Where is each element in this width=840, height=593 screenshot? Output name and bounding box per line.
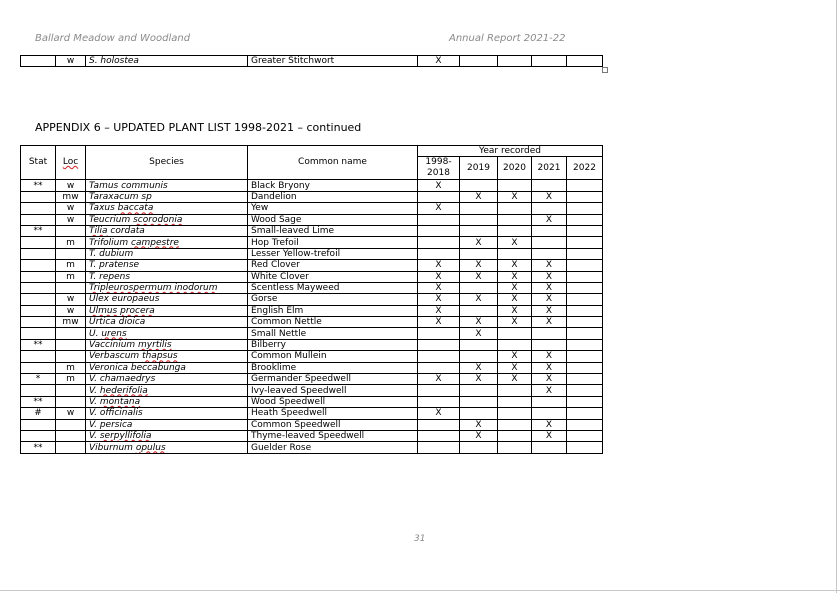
stat-cell: ** — [21, 180, 56, 191]
page-edge-right — [836, 0, 837, 593]
table-row — [21, 294, 603, 305]
species-cell: Taxus baccata — [86, 203, 248, 214]
year-cell — [567, 214, 603, 225]
table-row — [21, 351, 603, 362]
common-name-cell: Small-leaved Lime — [248, 225, 418, 236]
species-cell: Veronica beccabunga — [86, 362, 248, 373]
loc-cell — [56, 351, 86, 362]
table-row — [21, 339, 603, 350]
spellcheck-flagged-word: montana — [99, 397, 141, 407]
header-row-group — [21, 146, 603, 157]
common-name-cell: Brooklime — [248, 362, 418, 373]
page-number: 31 — [414, 534, 426, 544]
table-row — [21, 442, 603, 453]
table-row — [21, 385, 603, 396]
year-cell — [460, 180, 498, 191]
year-cell: X — [418, 271, 460, 282]
stat-cell — [21, 260, 56, 271]
stat-cell — [21, 294, 56, 305]
loc-cell: w — [56, 294, 86, 305]
species-cell: T. repens — [86, 271, 248, 282]
loc-cell — [56, 430, 86, 441]
stat-cell — [21, 203, 56, 214]
year-cell — [567, 191, 603, 202]
table-row — [21, 214, 603, 225]
continued-table-fragment — [20, 55, 603, 67]
species-cell: Viburnum opulus — [86, 442, 248, 453]
year-cell: X — [532, 191, 567, 202]
year-cell: X — [532, 260, 567, 271]
spellcheck-flagged-word: scorodonia — [133, 214, 183, 225]
year-cell — [498, 248, 532, 259]
stat-cell: ** — [21, 339, 56, 350]
year-cell — [418, 351, 460, 362]
common-name-cell: Hop Trefoil — [248, 237, 418, 248]
year-cell — [567, 396, 603, 407]
year-cell — [418, 362, 460, 373]
loc-cell: mw — [56, 191, 86, 202]
year-cell — [418, 339, 460, 350]
stat-cell — [21, 362, 56, 373]
spellcheck-flagged-word: serpyllifolia — [99, 431, 152, 442]
year-cell — [460, 385, 498, 396]
year-cell — [418, 385, 460, 396]
year-cell — [532, 339, 567, 350]
stat-cell — [21, 237, 56, 248]
year-cell: X — [498, 374, 532, 385]
year-cell — [498, 339, 532, 350]
year-cell — [567, 385, 603, 396]
year-cell — [532, 442, 567, 453]
stat-cell — [21, 305, 56, 316]
year-cell — [498, 180, 532, 191]
stat-cell — [21, 419, 56, 430]
species-cell: Tilia cordata — [86, 225, 248, 236]
year-cell — [532, 237, 567, 248]
species-cell: Taraxacum sp — [86, 191, 248, 202]
year-cell — [567, 271, 603, 282]
year-cell — [460, 56, 498, 67]
stat-cell: # — [21, 408, 56, 419]
column-header-2021: 2021 — [532, 157, 567, 180]
year-cell — [567, 248, 603, 259]
common-name-cell: Small Nettle — [248, 328, 418, 339]
common-name-cell: Wood Sage — [248, 214, 418, 225]
table-row — [21, 362, 603, 373]
running-header-left: Ballard Meadow and Woodland — [35, 33, 191, 44]
loc-cell: m — [56, 237, 86, 248]
year-cell — [418, 237, 460, 248]
loc-cell: m — [56, 260, 86, 271]
year-cell — [567, 180, 603, 191]
stat-cell: ** — [21, 442, 56, 453]
year-cell — [460, 442, 498, 453]
year-cell — [498, 396, 532, 407]
table-row — [21, 271, 603, 282]
spellcheck-flagged-word: Tripleurospermum inodorum — [89, 283, 218, 294]
loc-cell: w — [56, 214, 86, 225]
loc-cell — [56, 248, 86, 259]
year-cell: X — [532, 351, 567, 362]
species-cell: V. hederifolia — [86, 385, 248, 396]
year-cell: X — [532, 305, 567, 316]
column-header-year-recorded: Year recorded — [418, 146, 603, 157]
year-range-start: 1998- — [425, 157, 452, 168]
stat-cell: * — [21, 374, 56, 385]
year-cell — [532, 248, 567, 259]
year-cell: X — [460, 419, 498, 430]
common-name-cell: White Clover — [248, 271, 418, 282]
spellcheck-flagged-word: hederifolia — [99, 385, 148, 396]
year-cell — [567, 260, 603, 271]
year-cell: X — [498, 271, 532, 282]
table-row — [21, 203, 603, 214]
year-cell — [498, 225, 532, 236]
year-cell — [567, 408, 603, 419]
year-cell — [567, 430, 603, 441]
year-cell — [567, 203, 603, 214]
year-cell — [567, 56, 603, 67]
year-cell — [460, 214, 498, 225]
table-row — [21, 374, 603, 385]
year-cell: X — [498, 351, 532, 362]
year-cell — [498, 442, 532, 453]
spellcheck-flagged-word: campestre — [131, 237, 179, 248]
year-cell: X — [498, 237, 532, 248]
stat-cell — [21, 56, 56, 67]
year-cell: X — [498, 282, 532, 293]
year-cell — [567, 317, 603, 328]
year-cell: X — [460, 362, 498, 373]
spellcheck-flagged-word: opulus — [135, 442, 166, 453]
year-cell: X — [532, 430, 567, 441]
year-cell — [498, 203, 532, 214]
common-name-cell: Bilberry — [248, 339, 418, 350]
year-cell: X — [418, 260, 460, 271]
column-header-species: Species — [86, 146, 248, 180]
common-name-cell: Scentless Mayweed — [248, 282, 418, 293]
table-row — [21, 430, 603, 441]
year-cell — [460, 282, 498, 293]
year-cell — [567, 305, 603, 316]
species-cell: Verbascum thapsus — [86, 351, 248, 362]
loc-header-label: Loc — [62, 157, 79, 168]
year-cell — [567, 362, 603, 373]
year-cell: X — [532, 271, 567, 282]
common-name-cell: Dandelion — [248, 191, 418, 202]
table-row — [21, 282, 603, 293]
year-cell — [418, 396, 460, 407]
year-cell — [567, 282, 603, 293]
species-cell: V. serpyllifolia — [86, 430, 248, 441]
column-header-2020: 2020 — [498, 157, 532, 180]
stat-cell — [21, 214, 56, 225]
year-cell — [498, 419, 532, 430]
loc-cell — [56, 339, 86, 350]
common-name-cell: Ivy-leaved Speedwell — [248, 385, 418, 396]
year-cell — [567, 237, 603, 248]
loc-cell: m — [56, 362, 86, 373]
stat-cell — [21, 191, 56, 202]
common-name-cell: Yew — [248, 203, 418, 214]
species-cell — [86, 282, 248, 293]
year-cell: X — [532, 362, 567, 373]
year-cell — [460, 305, 498, 316]
table-row — [21, 328, 603, 339]
year-cell: X — [498, 305, 532, 316]
year-cell — [460, 351, 498, 362]
loc-cell — [56, 419, 86, 430]
year-cell: X — [460, 271, 498, 282]
year-cell: X — [532, 317, 567, 328]
year-cell — [460, 408, 498, 419]
year-cell — [418, 214, 460, 225]
year-cell — [567, 419, 603, 430]
loc-cell: w — [56, 56, 86, 67]
loc-cell: w — [56, 305, 86, 316]
year-cell: X — [532, 294, 567, 305]
spellcheck-flagged-word: Ulmus procera — [89, 305, 155, 316]
spellcheck-flagged-word: Tilia — [89, 226, 108, 237]
table-row — [21, 317, 603, 328]
year-cell: X — [532, 385, 567, 396]
stat-cell — [21, 351, 56, 362]
year-cell: X — [418, 305, 460, 316]
column-header-loc — [56, 146, 86, 180]
year-cell: X — [460, 317, 498, 328]
year-cell: X — [418, 56, 460, 67]
common-name-cell: Greater Stitchwort — [248, 56, 418, 67]
common-name-cell: Black Bryony — [248, 180, 418, 191]
year-cell — [567, 374, 603, 385]
year-cell — [498, 408, 532, 419]
plant-list-table — [20, 145, 603, 454]
stat-cell — [21, 282, 56, 293]
common-name-cell: English Elm — [248, 305, 418, 316]
stat-cell — [21, 328, 56, 339]
year-cell: X — [460, 430, 498, 441]
year-cell: X — [418, 203, 460, 214]
common-name-cell: Gorse — [248, 294, 418, 305]
year-cell: X — [418, 294, 460, 305]
year-cell: X — [532, 374, 567, 385]
species-cell: T. pratense — [86, 260, 248, 271]
loc-cell — [56, 442, 86, 453]
year-range-end: 2018 — [427, 168, 450, 179]
table-row — [21, 305, 603, 316]
year-cell — [418, 430, 460, 441]
year-cell: X — [418, 317, 460, 328]
year-cell — [418, 225, 460, 236]
table-row — [21, 260, 603, 271]
running-header-right: Annual Report 2021-22 — [449, 33, 566, 44]
year-cell: X — [460, 260, 498, 271]
spellcheck-flagged-word: baccata — [117, 203, 154, 214]
table-row — [21, 248, 603, 259]
year-cell — [532, 56, 567, 67]
loc-cell: w — [56, 408, 86, 419]
common-name-cell: Thyme-leaved Speedwell — [248, 430, 418, 441]
stat-cell — [21, 271, 56, 282]
year-cell: X — [460, 328, 498, 339]
year-cell: X — [498, 294, 532, 305]
year-cell: X — [460, 237, 498, 248]
species-cell: Ulex europaeus — [86, 294, 248, 305]
year-cell — [460, 396, 498, 407]
species-cell: Teucrium scorodonia — [86, 214, 248, 225]
table-row — [21, 225, 603, 236]
common-name-cell: Common Mullein — [248, 351, 418, 362]
year-cell: X — [418, 374, 460, 385]
year-cell — [567, 442, 603, 453]
year-cell — [567, 328, 603, 339]
loc-cell: w — [56, 180, 86, 191]
table-row — [21, 180, 603, 191]
year-cell — [498, 328, 532, 339]
year-cell — [418, 248, 460, 259]
common-name-cell: Guelder Rose — [248, 442, 418, 453]
year-cell — [498, 385, 532, 396]
year-cell — [418, 442, 460, 453]
year-cell: X — [460, 191, 498, 202]
species-cell: Trifolium campestre — [86, 237, 248, 248]
stat-cell — [21, 430, 56, 441]
common-name-cell: Red Clover — [248, 260, 418, 271]
common-name-cell: Lesser Yellow-trefoil — [248, 248, 418, 259]
year-cell: X — [498, 260, 532, 271]
spellcheck-flagged-word: myrtilis — [138, 340, 172, 351]
stat-cell — [21, 385, 56, 396]
species-cell: V. montana — [86, 396, 248, 407]
common-name-cell: Wood Speedwell — [248, 396, 418, 407]
year-cell: X — [418, 180, 460, 191]
table-row — [21, 419, 603, 430]
loc-cell — [56, 328, 86, 339]
year-cell: X — [418, 282, 460, 293]
year-cell — [532, 203, 567, 214]
year-cell — [532, 225, 567, 236]
year-cell: X — [532, 214, 567, 225]
year-cell — [460, 248, 498, 259]
common-name-cell: Common Nettle — [248, 317, 418, 328]
year-cell — [532, 396, 567, 407]
common-name-cell: Heath Speedwell — [248, 408, 418, 419]
species-cell: Urtica dioica — [86, 317, 248, 328]
species-cell: S. holostea — [86, 56, 248, 67]
year-cell — [567, 294, 603, 305]
column-header-common-name: Common name — [248, 146, 418, 180]
table-row — [21, 56, 603, 67]
loc-cell: mw — [56, 317, 86, 328]
spellcheck-flagged-word: urens — [101, 328, 127, 339]
year-cell — [567, 339, 603, 350]
year-cell — [460, 203, 498, 214]
spellcheck-flagged-word: thapsus — [142, 351, 178, 362]
table-row — [21, 191, 603, 202]
year-cell — [532, 408, 567, 419]
year-cell — [532, 328, 567, 339]
species-cell: V. chamaedrys — [86, 374, 248, 385]
plant-list-body — [21, 180, 603, 453]
table-row — [21, 237, 603, 248]
year-cell: X — [532, 419, 567, 430]
year-cell: X — [460, 294, 498, 305]
year-cell — [418, 328, 460, 339]
loc-cell: m — [56, 271, 86, 282]
year-cell — [532, 180, 567, 191]
species-cell — [86, 305, 248, 316]
table-row — [21, 396, 603, 407]
column-header-1998-2018 — [418, 157, 460, 180]
loc-cell — [56, 385, 86, 396]
species-cell: Vaccinium myrtilis — [86, 339, 248, 350]
year-cell: X — [498, 191, 532, 202]
species-cell: U. urens — [86, 328, 248, 339]
table-row — [21, 408, 603, 419]
loc-cell: w — [56, 203, 86, 214]
loc-cell — [56, 396, 86, 407]
stat-cell — [21, 317, 56, 328]
stat-cell: ** — [21, 225, 56, 236]
loc-cell — [56, 225, 86, 236]
page-edge-bottom — [0, 590, 840, 591]
table-resize-handle[interactable] — [602, 67, 608, 73]
year-cell: X — [532, 282, 567, 293]
year-cell — [460, 339, 498, 350]
loc-cell: m — [56, 374, 86, 385]
year-cell: X — [498, 362, 532, 373]
column-header-stat: Stat — [21, 146, 56, 180]
stat-cell — [21, 248, 56, 259]
common-name-cell: Germander Speedwell — [248, 374, 418, 385]
species-cell: Tamus communis — [86, 180, 248, 191]
common-name-cell: Common Speedwell — [248, 419, 418, 430]
year-cell — [418, 191, 460, 202]
year-cell: X — [498, 317, 532, 328]
year-cell — [498, 56, 532, 67]
stat-cell: ** — [21, 396, 56, 407]
year-cell: X — [418, 408, 460, 419]
year-cell — [498, 430, 532, 441]
year-cell — [498, 214, 532, 225]
column-header-2022: 2022 — [567, 157, 603, 180]
column-header-2019: 2019 — [460, 157, 498, 180]
species-cell: T. dubium — [86, 248, 248, 259]
year-cell — [460, 225, 498, 236]
year-cell — [567, 351, 603, 362]
loc-cell — [56, 282, 86, 293]
appendix-title: APPENDIX 6 – UPDATED PLANT LIST 1998-2021 – continued — [35, 121, 362, 134]
species-cell: V. persica — [86, 419, 248, 430]
year-cell — [567, 225, 603, 236]
species-cell: V. officinalis — [86, 408, 248, 419]
year-cell: X — [460, 374, 498, 385]
year-cell — [418, 419, 460, 430]
